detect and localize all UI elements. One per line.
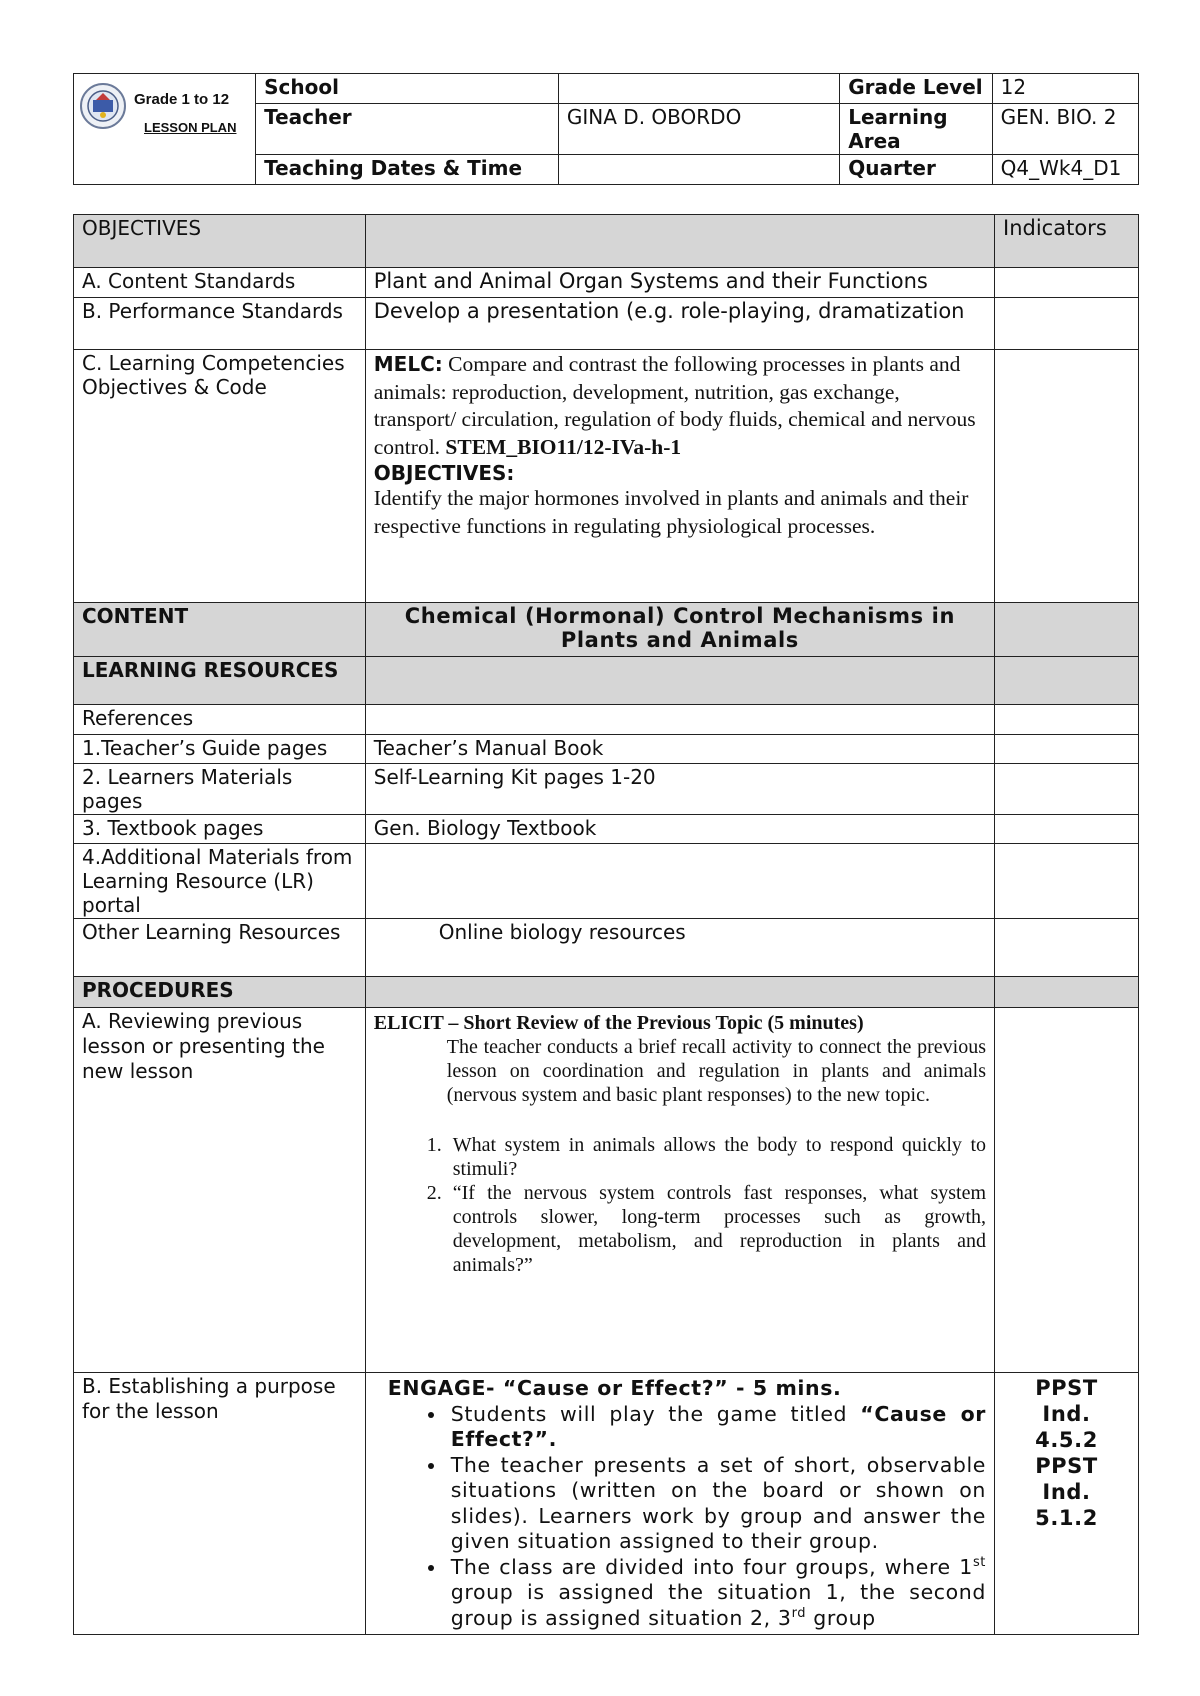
textbook-row: [74, 815, 1139, 844]
competencies-row: [74, 350, 1139, 603]
indicator-line: PPST: [1035, 1376, 1098, 1400]
objectives-row: [74, 215, 1139, 268]
content-standards-value: Plant and Animal Organ Systems and their Functions: [365, 268, 994, 298]
logo-grade-text: Grade 1 to 12: [134, 91, 230, 108]
dates-label: Teaching Dates & Time: [256, 155, 559, 185]
learning-resources-row: [74, 657, 1139, 705]
objectives-heading: OBJECTIVES: [74, 215, 366, 268]
reviewing-cell: [365, 1008, 994, 1373]
teachers-guide-value: Teacher’s Manual Book: [365, 735, 994, 764]
indicator-line: Ind.: [1042, 1480, 1091, 1504]
content-row: [74, 603, 1139, 657]
content-standards-label: A. Content Standards: [74, 268, 366, 298]
purpose-cell: [365, 1373, 994, 1635]
logo-cell: [74, 74, 256, 185]
quarter-label: Quarter: [840, 155, 992, 185]
learning-resources-label: LEARNING RESOURCES: [74, 657, 366, 705]
deped-seal-icon: [79, 82, 127, 130]
purpose-label: B. Establishing a purpose for the lesson: [74, 1373, 366, 1635]
engage-bullet: • The class are divided into four groups, where 1st group is assigned the situation 1, the second group is assigned situation 2, 3rd group: [447, 1555, 986, 1632]
indicator-line: 5.1.2: [1035, 1506, 1098, 1530]
competencies-cell: [365, 350, 994, 603]
performance-standards-row: [74, 298, 1139, 350]
teachers-guide-row: [74, 735, 1139, 764]
teacher-label: Teacher: [256, 104, 559, 155]
logo-plan-text: LESSON PLAN: [144, 120, 237, 135]
competencies-label: C. Learning Competencies Objectives & Code: [74, 350, 366, 603]
textbook-value: Gen. Biology Textbook: [365, 815, 994, 844]
review-question: 1. What system in animals allows the body to respond quickly to stimuli?: [447, 1133, 986, 1181]
references-row: [74, 705, 1139, 735]
review-question: 2. “If the nervous system controls fast responses, what system controls slower, long-term processes such as growth, development, metabolism, and reproduction in plants and animals?”: [447, 1181, 986, 1277]
melc-text: Compare and contrast the following processes in plants and animals: reproduction, development, nutrition, gas exchange, transport/ circulation, regulation of body fluids, chemical and nervous control.: [373, 352, 976, 459]
performance-standards-value: Develop a presentation (e.g. role-playing, dramatization: [365, 298, 994, 350]
melc-code: STEM_BIO11/12-IVa-h-1: [445, 434, 682, 459]
engage-heading: ENGAGE- “Cause or Effect?” - 5 mins.: [387, 1376, 842, 1400]
engage-bullet: • The teacher presents a set of short, observable situations (written on the board or shown on slides). Learners work by group and answer the given situation assigned to their group.: [447, 1453, 986, 1555]
purpose-indicators: [995, 1373, 1139, 1635]
indicators-heading: Indicators: [995, 215, 1139, 268]
melc-label: MELC:: [373, 352, 443, 376]
objectives-text: Identify the major hormones involved in plants and animals and their respective functions in regulating physiological processes.: [373, 486, 969, 538]
additional-materials-value: [365, 844, 994, 919]
header-table: [73, 73, 1139, 185]
objectives-sub-label: OBJECTIVES:: [373, 461, 515, 485]
school-value: [558, 74, 839, 104]
learning-area-value: GEN. BIO. 2: [992, 104, 1138, 155]
engage-bullet: • Students will play the game titled “Cause or Effect?”.: [447, 1402, 986, 1453]
grade-level-label: Grade Level: [840, 74, 992, 104]
additional-materials-row: [74, 844, 1139, 919]
reviewing-row: [74, 1008, 1139, 1373]
content-title: Chemical (Hormonal) Control Mechanisms in Plants and Animals: [365, 603, 994, 657]
additional-materials-label: 4.Additional Materials from Learning Resource (LR) portal: [74, 844, 366, 919]
other-resources-row: [74, 919, 1139, 977]
quarter-value: Q4_Wk4_D1: [992, 155, 1138, 185]
purpose-row: [74, 1373, 1139, 1635]
elicit-heading: ELICIT – Short Review of the Previous Topic (5 minutes): [373, 1012, 864, 1034]
content-label: CONTENT: [74, 603, 366, 657]
textbook-label: 3. Textbook pages: [74, 815, 366, 844]
dates-value: [558, 155, 839, 185]
learners-materials-value: Self-Learning Kit pages 1-20: [365, 764, 994, 815]
teacher-value: GINA D. OBORDO: [558, 104, 839, 155]
content-standards-row: [74, 268, 1139, 298]
procedures-label: PROCEDURES: [74, 977, 366, 1008]
teachers-guide-label: 1.Teacher’s Guide pages: [74, 735, 366, 764]
references-label: References: [74, 705, 366, 735]
learners-materials-row: [74, 764, 1139, 815]
engage-bullet-list: [374, 1402, 986, 1632]
other-resources-label: Other Learning Resources: [74, 919, 366, 977]
reviewing-label: A. Reviewing previous lesson or presenting the new lesson: [74, 1008, 366, 1373]
indicator-line: 4.5.2: [1035, 1428, 1098, 1452]
learning-area-label: Learning Area: [840, 104, 992, 155]
school-label: School: [256, 74, 559, 104]
performance-standards-label: B. Performance Standards: [74, 298, 366, 350]
review-question-list: [374, 1133, 986, 1277]
indicator-line: PPST: [1035, 1454, 1098, 1478]
other-resources-value: Online biology resources: [365, 919, 994, 977]
elicit-intro: The teacher conducts a brief recall activity to connect the previous lesson on coordination and regulation in plants and animals (nervous system and basic plant responses) to the new topic.: [446, 1036, 987, 1106]
learners-materials-label: 2. Learners Materials pages: [74, 764, 366, 815]
indicator-line: Ind.: [1042, 1402, 1091, 1426]
procedures-row: [74, 977, 1139, 1008]
grade-level-value: 12: [992, 74, 1138, 104]
lesson-plan-table: [73, 214, 1139, 1635]
